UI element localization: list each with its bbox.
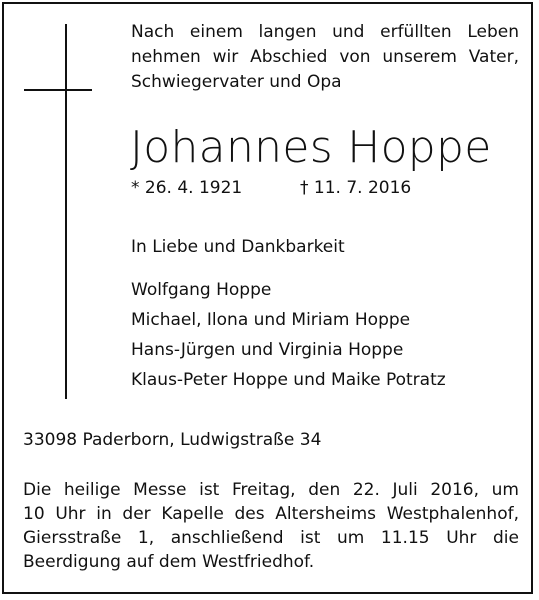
cross-horizontal-bar — [24, 89, 92, 91]
service-line: Giersstraße 1, anschließend ist um 11.15 Uhr die — [23, 528, 519, 548]
intro-text — [131, 20, 519, 95]
thanks-line: In Liebe und Dankbarkeit — [131, 237, 345, 257]
intro-line: Nach einem langen und erfüllten Leben — [131, 22, 519, 42]
mourner-name: Michael, Ilona und Miriam Hoppe — [131, 310, 411, 330]
service-line: 10 Uhr in der Kapelle des Altersheims Westphalenhof, — [23, 504, 519, 524]
family-address: 33098 Paderborn, Ludwigstraße 34 — [23, 430, 322, 450]
mourner-name: Hans-Jürgen und Virginia Hoppe — [131, 340, 404, 360]
service-details — [23, 478, 519, 574]
service-line: Die heilige Messe ist Freitag, den 22. Juli 2016, um — [23, 480, 519, 500]
service-line: Beerdigung auf dem Westfriedhof. — [23, 552, 315, 572]
mourner-list — [131, 279, 446, 399]
death-date: † 11. 7. 2016 — [300, 178, 412, 198]
mourner-name: Klaus-Peter Hoppe und Maike Potratz — [131, 370, 446, 390]
life-dates — [131, 177, 412, 199]
intro-line: Schwiegervater und Opa — [131, 72, 342, 92]
cross-vertical-bar — [65, 24, 67, 399]
mourner-name: Wolfgang Hoppe — [131, 280, 272, 300]
intro-line: nehmen wir Abschied von unserem Vater, — [131, 47, 519, 67]
deceased-name: Johannes Hoppe — [130, 122, 492, 173]
birth-date: * 26. 4. 1921 — [131, 178, 243, 198]
